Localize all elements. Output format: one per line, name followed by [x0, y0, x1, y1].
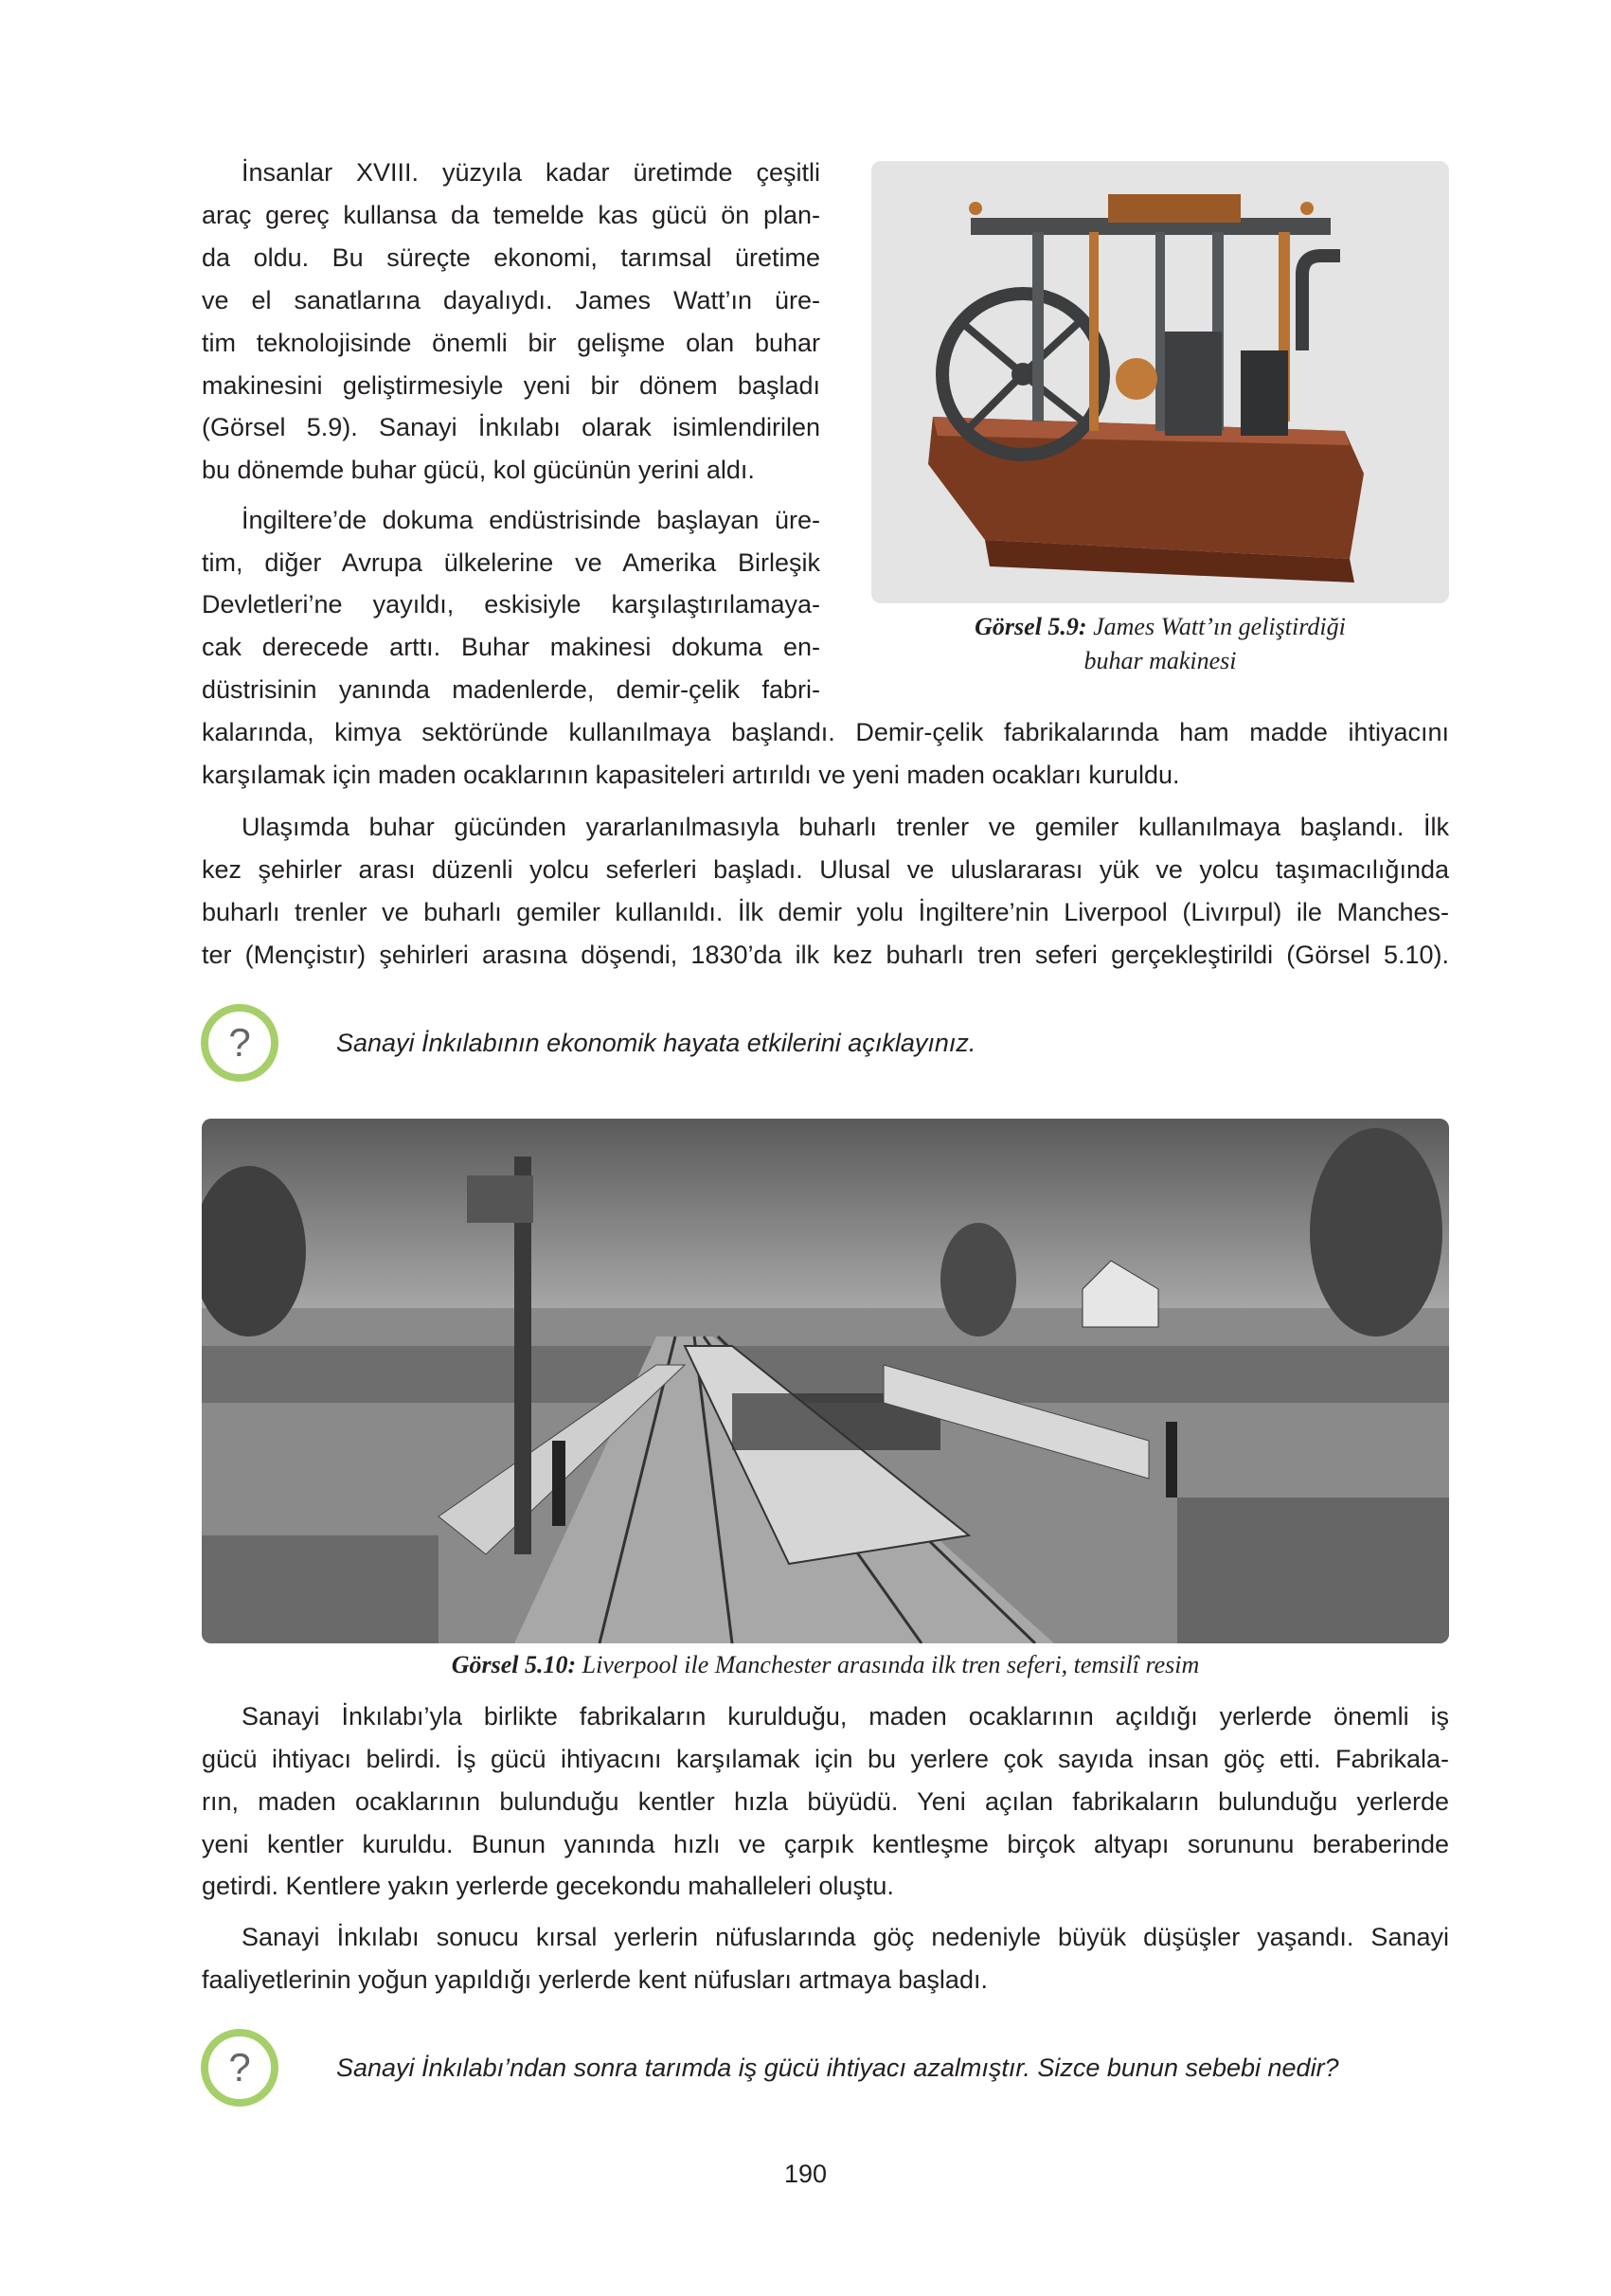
- first-train-engraving-image: [202, 1119, 1449, 1643]
- figure-5-9-caption: [871, 610, 1449, 678]
- steam-engine-image: [871, 161, 1449, 603]
- paragraph-2-line: kalarında, kimya sektöründe kullanılmaya başlandı. Demir-çelik fabrikalarında ham madde ihtiyacını: [202, 718, 1449, 746]
- paragraph-3-line: Ulaşımda buhar gücünden yararlanılmasıyla buharlı trenler ve gemiler kullanılmaya başlandı. İlk: [242, 813, 1449, 841]
- figure-5-9-caption-line1: James Watt’ın geliştirdiği: [1093, 613, 1346, 640]
- page-number: 190: [783, 2160, 828, 2188]
- figure-5-9-caption-line2: buhar makinesi: [1083, 647, 1237, 674]
- paragraph-1-line: İnsanlar XVIII. yüzyıla kadar üretimde çeşitli: [242, 158, 820, 187]
- paragraph-3-line: buharlı trenler ve buharlı gemiler kullanıldı. İlk demir yolu İngiltere’nin Liverpool (Livırpul) ile Manches-: [202, 898, 1449, 926]
- paragraph-1-line: ve el sanatlarına dayalıydı. James Watt’ın üre-: [202, 286, 820, 314]
- paragraph-4-line: Sanayi İnkılabı’yla birlikte fabrikaların kurulduğu, maden ocaklarının açıldığı yerlerde önemli iş: [242, 1702, 1449, 1731]
- paragraph-2-line: İngiltere’de dokuma endüstrisinde başlayan üre-: [242, 506, 820, 534]
- question-2-text: Sanayi İnkılabı’ndan sonra tarımda iş gücü ihtiyacı azalmıştır. Sizce bunun sebebi nedir?: [336, 2054, 1339, 2082]
- figure-5-10-label: Görsel 5.10:: [451, 1651, 577, 1678]
- paragraph-2-line: cak derecede arttı. Buhar makinesi dokuma en-: [202, 633, 820, 661]
- paragraph-1-line: makinesini geliştirmesiyle yeni bir dönem başladı: [202, 371, 820, 400]
- paragraph-1-line: araç gereç kullansa da temelde kas gücü ön plan-: [202, 201, 820, 229]
- paragraph-2-line: tim, diğer Avrupa ülkelerine ve Amerika Birleşik: [202, 548, 820, 577]
- figure-5-10-caption: [202, 1648, 1449, 1682]
- paragraph-1-line: tim teknolojisinde önemli bir gelişme olan buhar: [202, 329, 820, 357]
- question-mark-icon: [199, 1002, 280, 1084]
- question-mark-icon: [199, 2027, 280, 2108]
- question-1-text: Sanayi İnkılabının ekonomik hayata etkilerini açıklayınız.: [336, 1029, 976, 1057]
- paragraph-4-line: yeni kentler kuruldu. Bunun yanında hızlı ve çarpık kentleşme birçok altyapı sorununu beraberinde: [202, 1830, 1449, 1858]
- figure-5-9-label: Görsel 5.9:: [975, 613, 1087, 640]
- paragraph-4-line: rın, maden ocaklarının bulunduğu kentler hızla büyüdü. Yeni açılan fabrikaların bulunduğu yerlerde: [202, 1787, 1449, 1816]
- paragraph-3-line: ter (Mençistır) şehirleri arasına döşendi, 1830’da ilk kez buharlı tren seferi gerçekleştirildi (Görsel 5.10).: [202, 941, 1449, 969]
- paragraph-5-line: faaliyetlerinin yoğun yapıldığı yerlerde kent nüfusları artmaya başladı.: [202, 1965, 988, 1994]
- paragraph-1-line: bu dönemde buhar gücü, kol gücünün yerini aldı.: [202, 456, 755, 484]
- figure-5-10-caption-text: Liverpool ile Manchester arasında ilk tren seferi, temsilî resim: [582, 1651, 1200, 1678]
- paragraph-1-line: da oldu. Bu süreçte ekonomi, tarımsal üretime: [202, 243, 820, 272]
- paragraph-4-line: gücü ihtiyacı belirdi. İş gücü ihtiyacını karşılamak için bu yerlere çok sayıda insan göç etti. Fabrikala-: [202, 1745, 1449, 1773]
- paragraph-4-line: getirdi. Kentlere yakın yerlerde gecekondu mahalleleri oluştu.: [202, 1872, 894, 1900]
- paragraph-1-line: (Görsel 5.9). Sanayi İnkılabı olarak isimlendirilen: [202, 413, 820, 441]
- svg-text:?: ?: [228, 2045, 251, 2090]
- paragraph-2-line: karşılamak için maden ocaklarının kapasiteleri artırıldı ve yeni maden ocakları kuruldu.: [202, 761, 1180, 789]
- svg-text:?: ?: [228, 1020, 251, 1065]
- paragraph-3-line: kez şehirler arası düzenli yolcu seferleri başladı. Ulusal ve uluslararası yük ve yolcu taşımacılığında: [202, 855, 1449, 884]
- paragraph-5-line: Sanayi İnkılabı sonucu kırsal yerlerin nüfuslarında göç nedeniyle büyük düşüşler yaşandı. Sanayi: [242, 1923, 1449, 1951]
- paragraph-2-line: düstrisinin yanında madenlerde, demir-çelik fabri-: [202, 675, 820, 704]
- paragraph-2-line: Devletleri’ne yayıldı, eskisiyle karşılaştırılamaya-: [202, 590, 820, 619]
